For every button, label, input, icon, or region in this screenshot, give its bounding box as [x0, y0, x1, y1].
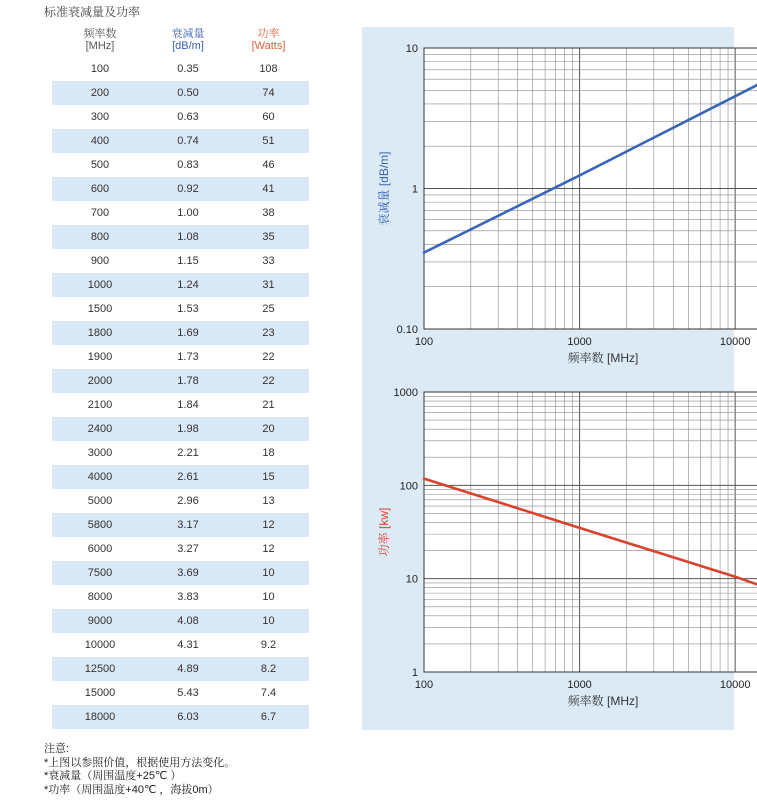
cell-frequency: 1000 — [87, 279, 113, 291]
cell-frequency: 800 — [90, 231, 110, 243]
cell-attenuation: 2.61 — [177, 471, 199, 483]
cell-frequency: 5800 — [87, 519, 113, 531]
y-tick-label: 10 — [405, 573, 418, 586]
power-chart — [362, 383, 751, 718]
cell-attenuation: 2.96 — [177, 495, 199, 507]
cell-power: 8.2 — [260, 663, 277, 675]
cell-frequency: 200 — [90, 87, 110, 99]
x-tick-label: 100 — [414, 336, 434, 348]
cell-frequency: 4000 — [87, 471, 113, 483]
cell-power: 74 — [262, 87, 275, 99]
table-row — [52, 633, 309, 657]
cell-frequency: 300 — [90, 111, 110, 123]
cell-frequency: 6000 — [87, 543, 113, 555]
attenuation-chart-svg — [362, 40, 751, 380]
cell-attenuation: 1.24 — [177, 279, 199, 291]
cell-attenuation: 5.43 — [177, 687, 199, 699]
cell-power: 10 — [262, 591, 275, 603]
spec-table — [52, 28, 309, 723]
cell-frequency: 1900 — [87, 351, 113, 363]
table-row — [52, 321, 309, 345]
cell-attenuation: 0.35 — [177, 63, 199, 75]
cell-attenuation: 1.73 — [177, 351, 199, 363]
header-attenuation-unit: [dB/m] — [172, 40, 204, 52]
x-tick-label: 1000 — [567, 679, 592, 691]
attenuation-chart — [362, 40, 751, 380]
y-tick-label: 0.10 — [396, 324, 418, 336]
cell-frequency: 7500 — [87, 567, 113, 579]
cell-frequency: 700 — [90, 207, 110, 219]
table-row — [52, 105, 309, 129]
header-attenuation-name: 衰减量 — [171, 28, 205, 40]
cell-frequency: 9000 — [87, 615, 113, 627]
cell-attenuation: 0.92 — [177, 183, 199, 195]
table-row — [52, 609, 309, 633]
note-line-3: *功率（周围温度+40℃ ，海拔0m） — [44, 783, 219, 796]
cell-power: 46 — [262, 159, 275, 171]
cell-frequency: 8000 — [87, 591, 113, 603]
cell-frequency: 3000 — [87, 447, 113, 459]
table-row — [52, 153, 309, 177]
cell-power: 35 — [262, 231, 275, 243]
cell-frequency: 15000 — [84, 687, 116, 699]
cell-power: 9.2 — [260, 639, 277, 651]
cell-attenuation: 0.83 — [177, 159, 199, 171]
cell-frequency: 900 — [90, 255, 110, 267]
cell-frequency: 2400 — [87, 423, 113, 435]
x-axis-label: 频率数 [MHz] — [567, 351, 639, 365]
table-row — [52, 465, 309, 489]
cell-power: 38 — [262, 207, 275, 219]
cell-frequency: 1800 — [87, 327, 113, 339]
cell-attenuation: 0.63 — [177, 111, 199, 123]
cell-attenuation: 0.50 — [177, 87, 199, 99]
cell-power: 6.7 — [260, 711, 277, 723]
cell-frequency: 2100 — [87, 399, 113, 411]
header-power-unit: [Watts] — [251, 40, 286, 52]
x-tick-label: 100 — [414, 679, 434, 691]
cell-attenuation: 1.15 — [177, 255, 199, 267]
header-frequency-unit: [MHz] — [85, 40, 115, 52]
table-body — [52, 57, 309, 729]
cell-frequency: 18000 — [84, 711, 116, 723]
power-chart-svg — [362, 383, 751, 718]
header-frequency — [52, 28, 148, 52]
cell-power: 10 — [262, 567, 275, 579]
cell-power: 12 — [262, 519, 275, 531]
cell-power: 108 — [259, 63, 278, 75]
table-row — [52, 129, 309, 153]
cell-attenuation: 2.21 — [177, 447, 199, 459]
cell-attenuation: 4.89 — [177, 663, 199, 675]
cell-power: 22 — [262, 351, 275, 363]
cell-attenuation: 1.84 — [177, 399, 199, 411]
cell-power: 7.4 — [260, 687, 277, 699]
x-axis-label: 频率数 [MHz] — [567, 694, 639, 708]
cell-attenuation: 4.08 — [177, 615, 199, 627]
cell-frequency: 400 — [90, 135, 110, 147]
table-row — [52, 393, 309, 417]
cell-frequency: 1500 — [87, 303, 113, 315]
table-row — [52, 681, 309, 705]
y-tick-label: 1 — [411, 183, 418, 196]
header-power-name: 功率 — [257, 28, 280, 40]
y-axis-label: 衰减量 [dB/m] — [377, 151, 391, 226]
table-row — [52, 249, 309, 273]
note-line-1: *上图以参照价值，根据使用方法变化。 — [44, 756, 236, 769]
cell-frequency: 5000 — [87, 495, 113, 507]
cell-attenuation: 1.78 — [177, 375, 199, 387]
cell-frequency: 500 — [90, 159, 110, 171]
table-row — [52, 657, 309, 681]
cell-attenuation: 3.17 — [177, 519, 199, 531]
table-row — [52, 225, 309, 249]
cell-attenuation: 3.27 — [177, 543, 199, 555]
cell-attenuation: 1.08 — [177, 231, 199, 243]
notes — [44, 743, 235, 797]
cell-attenuation: 3.69 — [177, 567, 199, 579]
cell-frequency: 600 — [90, 183, 110, 195]
cell-power: 51 — [262, 135, 275, 147]
table-row — [52, 201, 309, 225]
table-row — [52, 561, 309, 585]
page-title: 标准衰减量及功率 — [44, 5, 141, 19]
x-tick-label: 10000 — [719, 336, 751, 348]
table-row — [52, 345, 309, 369]
cell-frequency: 10000 — [84, 639, 116, 651]
cell-attenuation: 4.31 — [177, 639, 199, 651]
cell-frequency: 100 — [90, 63, 110, 75]
cell-attenuation: 1.53 — [177, 303, 199, 315]
y-tick-label: 10 — [405, 43, 418, 55]
cell-power: 20 — [262, 423, 275, 435]
cell-power: 31 — [262, 279, 275, 291]
cell-power: 22 — [262, 375, 275, 387]
table-row — [52, 417, 309, 441]
cell-attenuation: 0.74 — [177, 135, 199, 147]
y-tick-label: 100 — [399, 480, 418, 493]
header-frequency-name: 频率数 — [83, 28, 117, 40]
notes-heading: 注意: — [44, 743, 70, 755]
cell-attenuation: 1.00 — [177, 207, 199, 219]
table-row — [52, 81, 309, 105]
y-axis-label: 功率 [kw] — [377, 507, 391, 557]
table-row — [52, 585, 309, 609]
table-header — [52, 28, 309, 58]
table-row — [52, 177, 309, 201]
cell-power: 13 — [262, 495, 275, 507]
table-row — [52, 57, 309, 81]
cell-power: 60 — [262, 111, 275, 123]
table-row — [52, 273, 309, 297]
cell-power: 18 — [262, 447, 275, 459]
cell-power: 23 — [262, 327, 275, 339]
cell-power: 41 — [262, 183, 275, 195]
cell-attenuation: 1.98 — [177, 423, 199, 435]
cell-power: 15 — [262, 471, 275, 483]
cell-attenuation: 6.03 — [177, 711, 199, 723]
cell-power: 12 — [262, 543, 275, 555]
cell-power: 21 — [262, 399, 275, 411]
cell-frequency: 12500 — [84, 663, 116, 675]
header-attenuation — [148, 28, 228, 52]
table-row — [52, 297, 309, 321]
table-row — [52, 705, 309, 729]
note-line-2: *衰减量（周围温度+25℃ ） — [44, 770, 182, 782]
table-row — [52, 513, 309, 537]
table-row — [52, 369, 309, 393]
y-tick-label: 1000 — [393, 387, 418, 399]
x-tick-label: 10000 — [719, 679, 751, 691]
cell-frequency: 2000 — [87, 375, 113, 387]
header-power — [228, 28, 309, 52]
cell-power: 33 — [262, 255, 275, 267]
cell-power: 10 — [262, 615, 275, 627]
cell-power: 25 — [262, 303, 275, 315]
y-tick-label: 1 — [411, 667, 418, 679]
table-row — [52, 537, 309, 561]
table-row — [52, 441, 309, 465]
cell-attenuation: 1.69 — [177, 327, 199, 339]
x-tick-label: 1000 — [567, 336, 592, 348]
table-row — [52, 489, 309, 513]
cell-attenuation: 3.83 — [177, 591, 199, 603]
